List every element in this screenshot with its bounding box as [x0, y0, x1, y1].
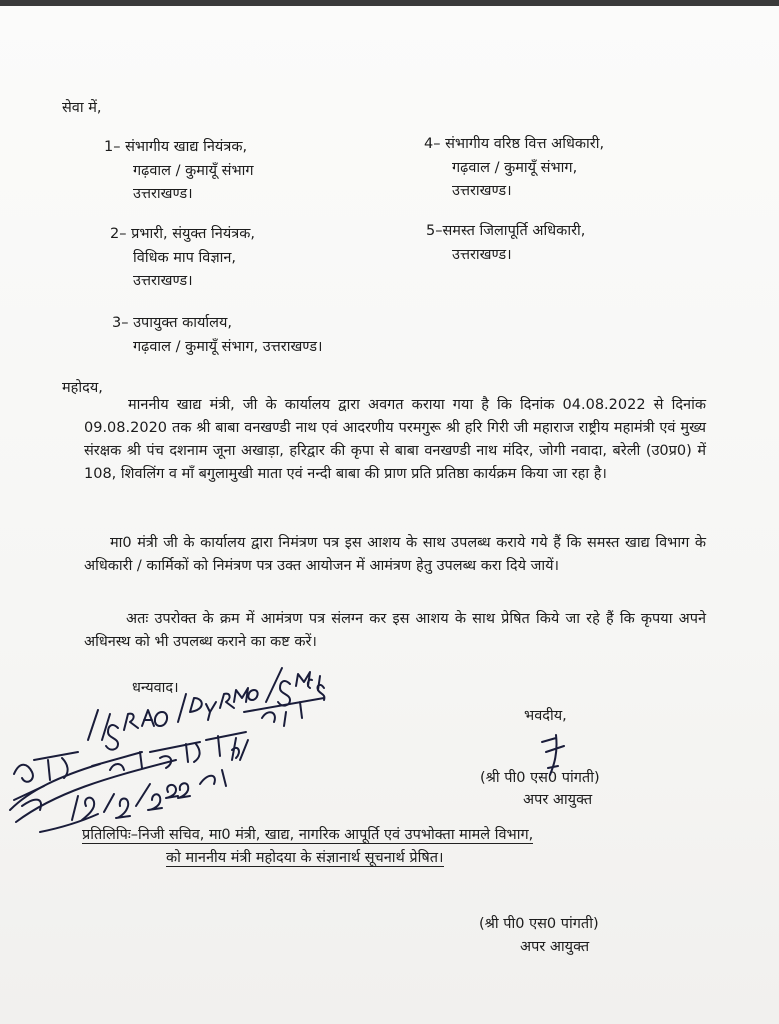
recipient-1-line1: 1– संभागीय खाद्य नियंत्रक,	[104, 139, 248, 155]
recipient-5-line2: उत्तराखण्ड।	[452, 247, 512, 263]
recipient-2-line1: 2– प्रभारी, संयुक्त नियंत्रक,	[110, 226, 256, 242]
recipient-2-line2: विधिक माप विज्ञान,	[133, 250, 237, 266]
recipient-3-line2: गढ़वाल / कुमायूँ संभाग, उत्तराखण्ड।	[133, 339, 323, 355]
recipient-3-line1: 3– उपायुक्त कार्यालय,	[112, 315, 232, 331]
handwritten-hindi-note	[14, 698, 324, 810]
handwritten-strike-lines	[10, 760, 176, 832]
copy-to-label: प्रतिलिपिः–	[82, 827, 139, 843]
handwritten-routing-note	[88, 668, 324, 750]
signature-1-name: (श्री पी0 एस0 पांगती)	[480, 770, 600, 786]
copy-to-text-1: निजी सचिव, मा0 मंत्री, खाद्य, नागरिक आपूर्ति एवं उपभोक्ता मामले विभाग,	[138, 827, 534, 843]
signature-1-designation: अपर आयुक्त	[523, 792, 593, 808]
body-paragraph-1: माननीय खाद्य मंत्री, जी के कार्यालय द्वारा अवगत कराया गया है कि दिनांक 04.08.2022 से दिनांक 09.08.2020 तक श्री बाबा वनखण्डी नाथ एवं आदरणीय परमगुरू श्री हरि गिरी जी महाराज राष्ट्रीय महामंत्री एवं मुख्य संरक्षक श्री पंच दशनाम जूना अखाड़ा, हरिद्वार की कृपा से बाबा वनखण्डी नाथ मंदिर, जोगी नवादा, बरेली (उ0प्र0) में 108, शिवलिंग व माँ बगुलामुखी माता एवं नन्दी बाबा की प्राण प्रति प्रतिष्ठा कार्यक्रम किया जा रहा है।	[84, 397, 706, 482]
recipient-5-line1: 5–समस्त जिलापूर्ति अधिकारी,	[426, 223, 586, 239]
greeting: महोदय,	[62, 380, 103, 396]
recipient-4-line1: 4– संभागीय वरिष्ठ वित्त अधिकारी,	[424, 136, 605, 152]
signature-1-scribble	[542, 735, 564, 775]
recipient-4-line3: उत्तराखण्ड।	[452, 183, 512, 199]
body-paragraph-3: अतः उपरोक्त के क्रम में आमंत्रण पत्र संलग्न कर इस आशय के साथ प्रेषित किये जा रहे हैं कि कृपया अपने अधिनस्थ को भी उपलब्ध कराने का कष्ट करें।	[84, 611, 706, 650]
recipient-1-line2: गढ़वाल / कुमायूँ संभाग	[133, 163, 254, 179]
body-paragraph-2: मा0 मंत्री जी के कार्यालय द्वारा निमंत्रण पत्र इस आशय के साथ उपलब्ध कराये गये हैं कि समस्त खाद्य विभाग के अधिकारी / कार्मिकों को निमंत्रण पत्र उक्त आयोजन में आमंत्रण हेतु उपलब्ध करा दिये जायें।	[84, 535, 706, 574]
salutation-to: सेवा में,	[62, 100, 102, 116]
thanks: धन्यवाद।	[132, 680, 179, 696]
signature-2-name: (श्री पी0 एस0 पांगती)	[479, 916, 599, 932]
closing: भवदीय,	[524, 708, 567, 724]
recipient-4-line2: गढ़वाल / कुमायूँ संभाग,	[452, 160, 578, 176]
recipient-2-line3: उत्तराखण्ड।	[133, 273, 193, 289]
copy-to-text-2: को माननीय मंत्री महोदया के संज्ञानार्थ सूचनार्थ प्रेषित।	[166, 850, 444, 866]
recipient-1-line3: उत्तराखण्ड।	[133, 186, 193, 202]
signature-2-designation: अपर आयुक्त	[520, 939, 590, 955]
